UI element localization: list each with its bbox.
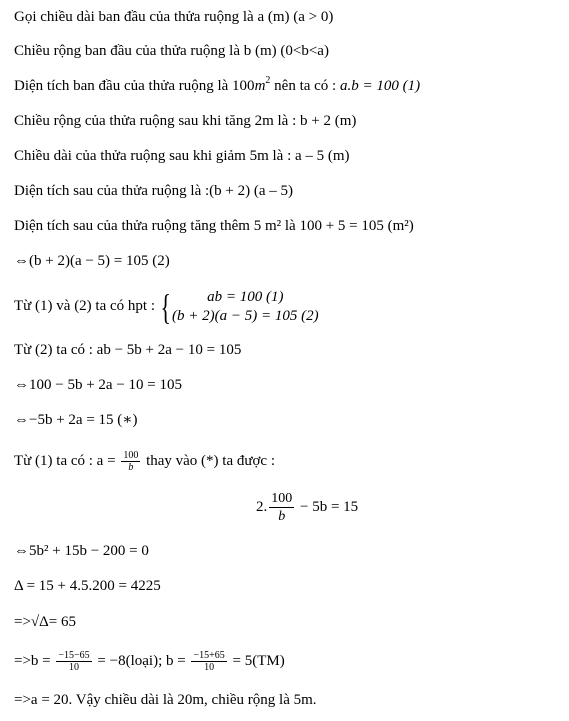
left-brace-icon: { [160,286,171,327]
initial-area-text: Diện tích ban đầu của thửa ruộng là 100 [14,78,255,94]
equation-star: ⇔−5b + 2a = 15 (∗) [14,412,138,428]
line-expand-2: Từ (2) ta có : ab − 5b + 2a − 10 = 105 [14,342,242,358]
roots-middle: = −8(loại); b = [93,653,190,669]
quadratic-equation: ⇔5b² + 15b − 200 = 0 [14,543,149,559]
system-row-1: ab = 100 (1) [207,288,284,305]
line-area-increase: Diện tích sau của thửa ruộng tăng thêm 5 m² là 100 + 5 = 105 (m²) [14,218,414,234]
initial-area-connector: nên ta có : [270,78,340,94]
system-intro: Từ (1) và (2) ta có hpt : [14,298,159,314]
root-fraction-1 [56,650,91,673]
system-row-2: (b + 2)(a − 5) = 105 (2) [172,307,319,324]
substituted-rest: − 5b = 15 [296,499,359,515]
express-a-text: Từ (1) ta có : a = [14,453,120,469]
root-fraction-2 [191,650,226,673]
line-system-of-equations [14,287,319,326]
fraction-numerator: −15+65 [193,650,225,662]
initial-area-unit: m [254,78,266,94]
fraction-denominator: b [128,462,134,474]
substituted-coef: 2. [256,499,268,515]
initial-area-exponent: 2 [265,75,271,86]
equation-1: a.b = 100 (1) [339,78,421,94]
discriminant-line: Δ = 15 + 4.5.200 = 4225 [14,578,161,594]
equation-system [172,288,319,326]
line-define-length: Gọi chiều dài ban đầu của thửa ruộng là a (m) (a > 0) [14,9,334,25]
conclusion-line: =>a = 20. Vậy chiều dài là 20m, chiều rộng là 5m. [14,692,317,708]
fraction-denominator: 10 [69,662,80,674]
fraction-numerator: −15−65 [58,650,90,662]
line-new-length: Chiều dài của thửa ruộng sau khi giảm 5m là : a – 5 (m) [14,148,350,164]
roots-line [14,648,285,674]
express-a-post: thay vào (*) ta được : [142,453,275,469]
line-initial-area [14,76,420,98]
fraction-100-over-b [121,450,140,473]
fraction-numerator: 100 [271,491,293,507]
line-express-a [14,448,275,474]
sqrt-discriminant-line: =>√Δ= 65 [14,614,77,630]
fraction-numerator: 100 [123,450,139,462]
line-new-width: Chiều rộng của thửa ruộng sau khi tăng 2m là : b + 2 (m) [14,113,357,129]
line-substituted-equation [256,487,358,527]
roots-suffix: = 5(TM) [228,653,285,669]
line-substitute-ab: ⇔100 − 5b + 2a − 10 = 105 [14,377,182,393]
fraction-100-over-b-large [269,490,294,525]
fraction-denominator: 10 [204,662,215,674]
line-new-area: Diện tích sau của thửa ruộng là :(b + 2) (a – 5) [14,183,294,199]
fraction-denominator: b [278,509,286,525]
roots-prefix: =>b = [14,653,55,669]
equation-2: ⇔(b + 2)(a − 5) = 105 (2) [14,253,170,269]
line-define-width: Chiều rộng ban đầu của thửa ruộng là b (m) (0<b<a) [14,43,329,59]
